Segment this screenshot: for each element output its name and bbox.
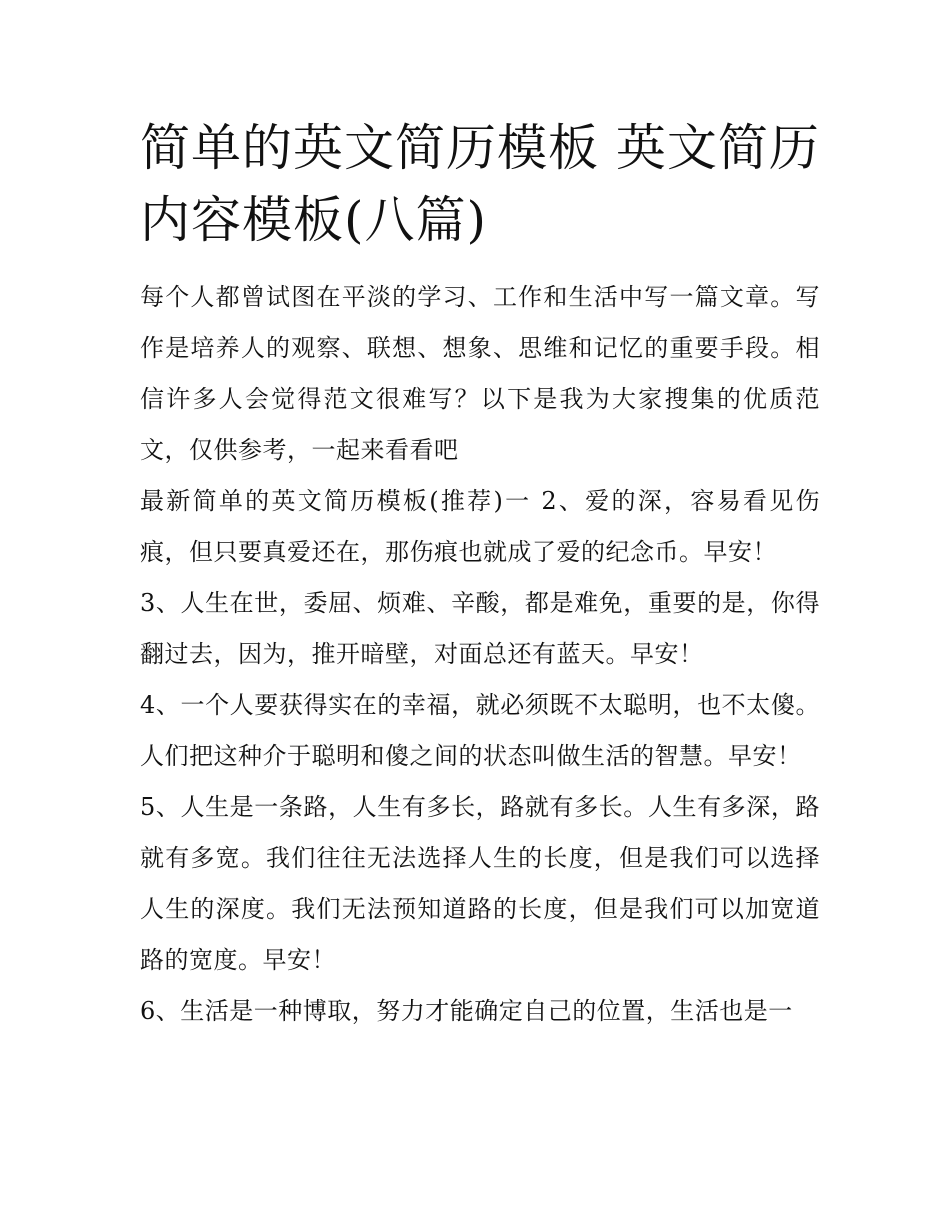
paragraph-item-5: 5、人生是一条路，人生有多长，路就有多长。人生有多深，路就有多宽。我们往往无法选择人生的长度，但是我们可以选择人生的深度。我们无法预知道路的长度，但是我们可以加宽道路的宽度。早安！ [140, 793, 820, 974]
paragraph-item-6: 6、生活是一种博取，努力才能确定自己的位置，生活也是一 [140, 997, 793, 1025]
paragraph-item-3: 3、人生在世，委屈、烦难、辛酸，都是难免，重要的是，你得翻过去，因为，推开暗壁，对面总还有蓝天。早安！ [140, 589, 820, 668]
document-body [140, 272, 820, 1037]
document-title: 简单的英文简历模板 英文简历内容模板(八篇) [140, 119, 820, 249]
paragraph-item-4: 4、一个人要获得实在的幸福，就必须既不太聪明，也不太傻。人们把这种介于聪明和傻之间的状态叫做生活的智慧。早安！ [140, 691, 820, 770]
intro-paragraph: 每个人都曾试图在平淡的学习、工作和生活中写一篇文章。写作是培养人的观察、联想、想象、思维和记忆的重要手段。相信许多人会觉得范文很难写？以下是我为大家搜集的优质范文，仅供参考，一起来看看吧 [140, 283, 820, 464]
paragraph-item-2: 最新简单的英文简历模板(推荐)一 2、爱的深，容易看见伤痕，但只要真爱还在，那伤痕也就成了爱的纪念币。早安！ [140, 487, 820, 566]
